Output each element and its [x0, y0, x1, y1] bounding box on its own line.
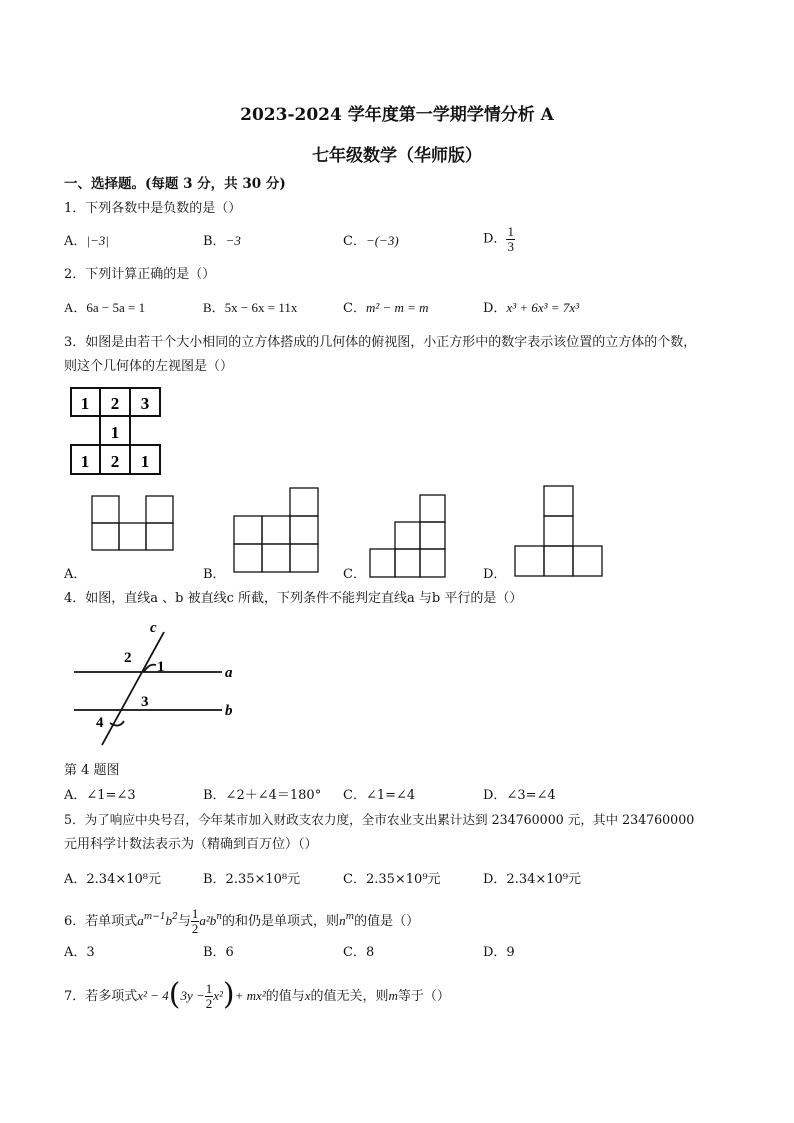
q1-option-a: A．|−3| — [64, 233, 109, 249]
q3-option-d-label: D． — [483, 567, 507, 582]
q4-figure-caption: 第 4 题图 — [64, 763, 120, 778]
right-paren: ) — [222, 977, 235, 1012]
q5-stem-line2: 元用科学计数法表示为（精确到百万位）（） — [64, 837, 318, 852]
line-b-label: b — [225, 703, 233, 719]
q2-option-d: D．x³ + 6x³ = 7x³ — [483, 300, 579, 316]
section-heading: 一、选择题。(每题 3 分，共 30 分) — [64, 176, 286, 192]
q4-option-d: D．∠3=∠4 — [483, 788, 556, 803]
q1-option-c: C．−(−3) — [343, 233, 399, 249]
q3-stem-line2: 则这个几何体的左视图是（） — [64, 359, 234, 374]
q4-option-c: C．∠1=∠4 — [343, 788, 416, 803]
grid-cell-r2c2: 1 — [110, 423, 120, 442]
q3-option-c-view — [370, 495, 460, 585]
grid-cell-r3c2: 2 — [110, 452, 120, 471]
q5-option-b: B．2.35×10⁸元 — [203, 872, 301, 887]
q2-stem: 2．下列计算正确的是（） — [64, 267, 216, 282]
q3-top-view-grid — [70, 387, 170, 477]
grid-cell-r1c1: 1 — [80, 394, 90, 413]
q5-option-a: A．2.34×10⁸元 — [64, 872, 161, 887]
angle-1-label: 1 — [157, 659, 165, 675]
q1-stem: 1．下列各数中是负数的是（） — [64, 201, 242, 216]
q4-stem: 4．如图，直线a 、b 被直线c 所截，下列条件不能判定直线a 与b 平行的是（） — [64, 591, 523, 606]
q4-option-b: B．∠2＋∠4＝180° — [203, 788, 322, 803]
left-paren: ( — [168, 977, 181, 1012]
fraction-one-third: $\frac{1}{3}$ — [507, 224, 514, 254]
angle-4-label: 4 — [96, 715, 104, 731]
exam-title: 2023-2024 学年度第一学期学情分析 A — [240, 105, 554, 125]
q4-option-a: A．∠1=∠3 — [64, 788, 136, 803]
q3-option-d-view — [515, 486, 615, 581]
q1-option-d: D． $\frac{1}{3}$ — [483, 224, 514, 254]
q2-option-a: A．6a − 5a = 1 — [64, 300, 146, 315]
q6-option-c: C．8 — [343, 945, 375, 960]
line-c-label: c — [150, 620, 157, 636]
q5-option-d: D．2.34×10⁹元 — [483, 872, 582, 887]
q2-option-c: C．m² − m = m — [343, 300, 429, 316]
grid-cell-r3c3: 1 — [140, 452, 150, 471]
q6-option-d: D．9 — [483, 945, 515, 960]
q1-option-b: B．−3 — [203, 233, 241, 249]
q3-option-b-label: B． — [203, 567, 226, 582]
q5-option-c: C．2.35×10⁹元 — [343, 872, 441, 887]
grid-cell-r1c3: 3 — [140, 394, 150, 413]
angle-2-label: 2 — [124, 650, 132, 666]
grid-cell-r1c2: 2 — [110, 394, 120, 413]
fraction-one-half-q7: $\frac{1}{2}$ — [205, 981, 213, 1011]
q3-option-a-label: A． — [64, 567, 87, 582]
q3-option-a-view — [92, 496, 182, 556]
q5-stem-line1: 5．为了响应中央号召，今年某市加入财政支农力度，全市农业支出累计达到 234760000 元，其中 234760000 — [64, 812, 695, 827]
q6-option-b: B．6 — [203, 945, 234, 960]
q4-parallel-lines-figure — [64, 617, 254, 752]
q6-stem: 6．若单项式$a^{m-1}b^2$与 $\frac{1}{2}$ $a^2b^n$的和仍是单项式，则$n^m$的值是（） — [64, 906, 420, 936]
exam-subtitle: 七年级数学（华师版） — [312, 146, 482, 166]
q3-option-c-label: C． — [343, 567, 366, 582]
grid-cell-r3c1: 1 — [80, 452, 90, 471]
q2-option-b: B．5x − 6x = 11x — [203, 300, 298, 315]
q3-option-b-view — [233, 488, 323, 578]
q7-stem: 7．若多项式x² − 4(3y − $\frac{1}{2}$ x²)+ mx²的值与x的值无关，则m等于（） — [64, 977, 450, 1012]
q3-stem-line1: 3．如图是由若干个大小相同的立方体搭成的几何体的俯视图，小正方形中的数字表示该位置的立方体的个数， — [64, 335, 697, 350]
q6-option-a: A．3 — [64, 945, 95, 960]
line-a-label: a — [225, 665, 233, 681]
fraction-one-half: $\frac{1}{2}$ — [191, 906, 199, 936]
angle-3-label: 3 — [141, 694, 149, 710]
